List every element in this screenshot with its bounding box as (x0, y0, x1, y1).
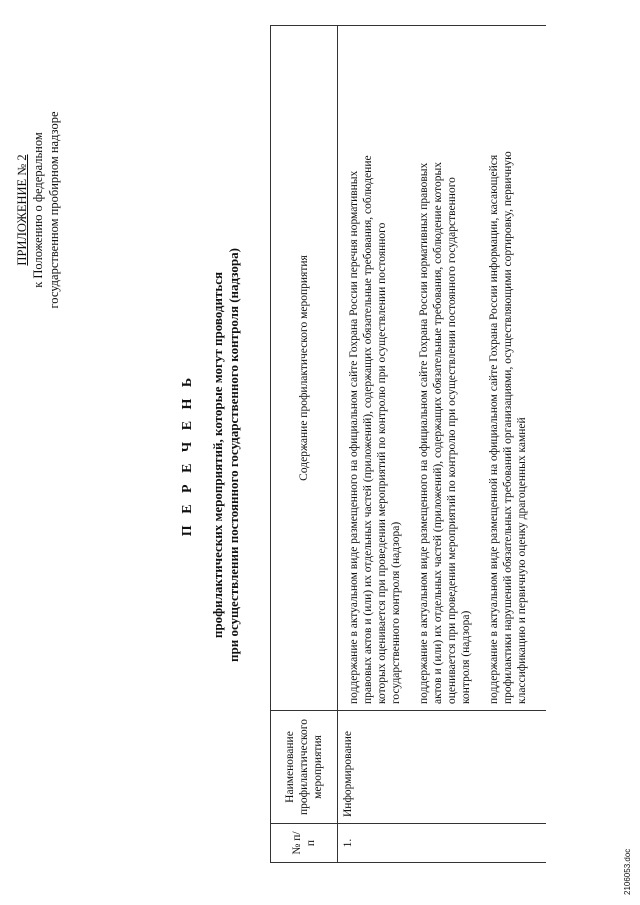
appendix-ref-line: государственном пробирном надзоре (47, 111, 61, 309)
subtitle-line: профилактических мероприятий, которые могут проводиться (210, 271, 225, 639)
table-row (338, 26, 547, 863)
title-block (180, 155, 242, 755)
appendix-number: ПРИЛОЖЕНИЕ № 2 (15, 154, 29, 266)
paragraph-line: государственного контроля (надзора) (390, 521, 402, 704)
header-number: № п/п (271, 824, 338, 863)
paragraph-line: которых оценивается при проведении мероприятий по контролю при осуществлении постоянного (376, 222, 388, 704)
header-content: Содержание профилактического мероприятия (271, 26, 338, 711)
row-name: Информирование (338, 711, 547, 824)
content-paragraph (487, 32, 529, 704)
content-paragraph (417, 32, 473, 704)
content-paragraph (347, 32, 403, 704)
paragraph-line: правовых актов и (или) их отдельных частей (приложений), содержащих обязательные требования, соблюдение (362, 155, 374, 704)
paragraph-line: оценивается при проведении мероприятий по контролю при осуществлении постоянного государственного (446, 177, 458, 704)
table-header-row (271, 26, 338, 863)
appendix-ref-line: к Положению о федеральном (31, 132, 45, 288)
paragraph-line: актов и (или) их отдельных частей (приложений), содержащих обязательные требования, соблюдение которых (432, 161, 444, 704)
footer-file-code: 2106053.doc (623, 848, 632, 895)
measures-table (270, 25, 546, 863)
appendix-header (14, 45, 62, 375)
paragraph-line: поддержание в актуальном виде размещенной на официальном сайте Гохрана России информации, касающейся (488, 154, 500, 704)
header-name: Наименование профилактического мероприятия (271, 711, 338, 824)
paragraph-line: поддержание в актуальном виде размещенного на официальном сайте Гохрана России нормативных правовых (418, 162, 430, 704)
document-title: П Е Р Е Ч Е Н Ь (180, 373, 195, 537)
row-content (338, 26, 547, 711)
document-subtitle (210, 155, 242, 755)
paragraph-line: поддержание в актуальном виде размещенного на официальном сайте Гохрана России перечня нормативных (348, 170, 360, 704)
paragraph-line: контроля (надзора) (460, 610, 472, 704)
paragraph-line: классификацию и первичную оценку драгоценных камней (516, 417, 528, 704)
row-number: 1. (338, 824, 547, 863)
subtitle-line: при осуществлении постоянного государственного контроля (надзора) (226, 248, 241, 662)
paragraph-line: профилактики нарушений обязательных требований организациями, осуществляющими сортировку, первичную (502, 151, 514, 704)
